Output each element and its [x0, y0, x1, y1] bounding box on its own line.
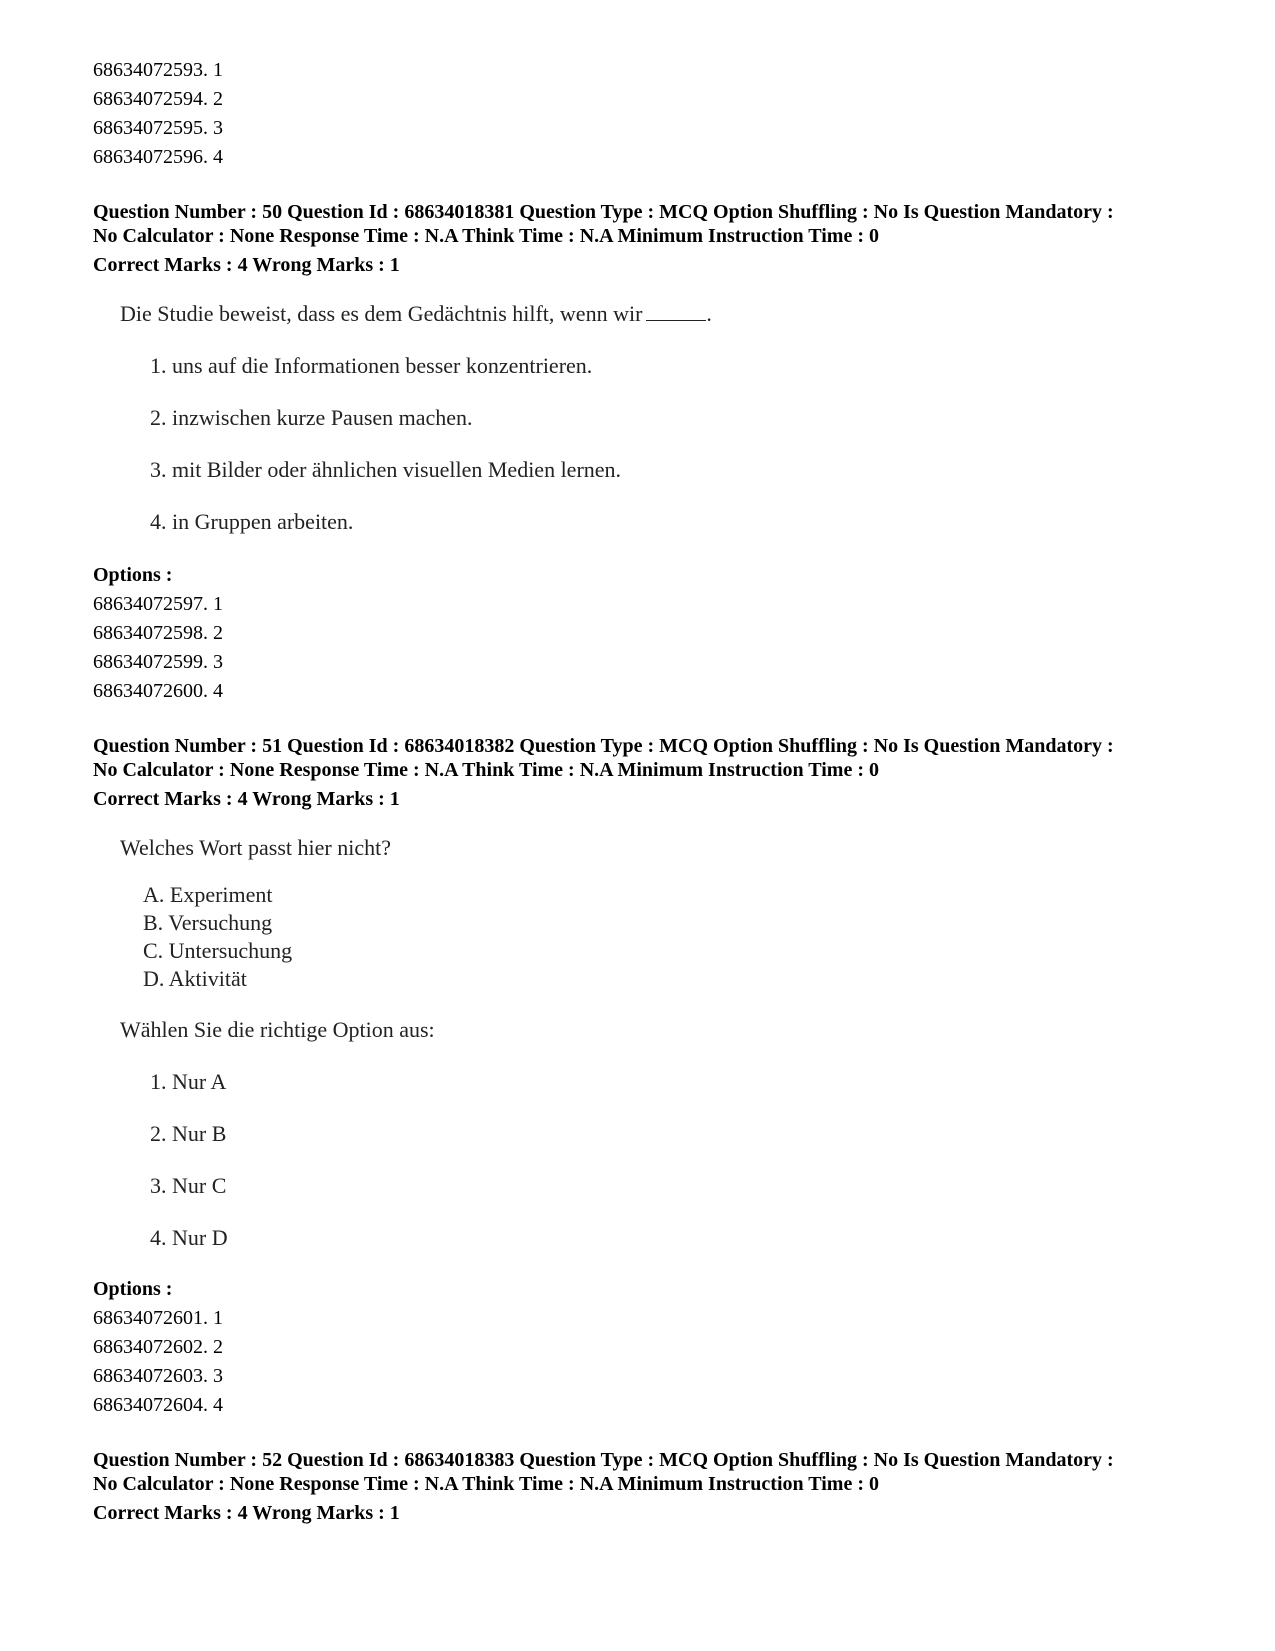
question-body [93, 833, 1213, 1253]
question-52 [93, 1448, 1213, 1525]
option-id: 68634072594. 2 [93, 88, 223, 110]
question-body [93, 299, 1213, 537]
question-meta-line1: Question Number : 50 Question Id : 68634018381 Question Type : MCQ Option Shuffling : No Is Question Mandatory : [93, 201, 1114, 223]
answer-choice: 2. Nur B [150, 1121, 227, 1146]
option-id: 68634072604. 4 [93, 1394, 223, 1416]
question-51 [93, 734, 1213, 1420]
instruction-text: Wählen Sie die richtige Option aus: [120, 1017, 435, 1042]
word-item: B. Versuchung [143, 910, 273, 935]
option-id: 68634072602. 2 [93, 1336, 223, 1358]
question-meta-line2: No Calculator : None Response Time : N.A Think Time : N.A Minimum Instruction Time : 0 [93, 1473, 879, 1495]
answer-choice: 1. uns auf die Informationen besser konzentrieren. [150, 353, 593, 378]
word-item: C. Untersuchung [143, 938, 293, 963]
question-meta-line2: No Calculator : None Response Time : N.A Think Time : N.A Minimum Instruction Time : 0 [93, 225, 879, 247]
answer-choice: 3. Nur C [150, 1173, 227, 1198]
word-item: D. Aktivität [143, 966, 247, 991]
question-meta-line1: Question Number : 52 Question Id : 68634018383 Question Type : MCQ Option Shuffling : No Is Question Mandatory : [93, 1449, 1114, 1471]
question-stem-end: . [706, 301, 712, 326]
answer-choice: 1. Nur A [150, 1069, 227, 1094]
options-label: Options : [93, 1278, 173, 1300]
document-page [93, 56, 1213, 1525]
question-marks: Correct Marks : 4 Wrong Marks : 1 [93, 254, 400, 276]
option-id: 68634072596. 4 [93, 146, 223, 168]
option-id: 68634072597. 1 [93, 593, 223, 615]
option-id: 68634072600. 4 [93, 680, 223, 702]
options-list [93, 1304, 1213, 1420]
question-text [120, 299, 1213, 329]
question-meta-line2: No Calculator : None Response Time : N.A Think Time : N.A Minimum Instruction Time : 0 [93, 759, 879, 781]
options-list [93, 590, 1213, 706]
answer-choice: 4. in Gruppen arbeiten. [150, 509, 354, 534]
option-id: 68634072593. 1 [93, 59, 223, 81]
previous-options-list [93, 56, 1213, 172]
word-item: A. Experiment [143, 882, 273, 907]
answer-choice: 2. inzwischen kurze Pausen machen. [150, 405, 473, 430]
word-list [120, 881, 1213, 993]
question-text: Welches Wort passt hier nicht? [120, 835, 391, 860]
question-marks: Correct Marks : 4 Wrong Marks : 1 [93, 788, 400, 810]
option-id: 68634072603. 3 [93, 1365, 223, 1387]
option-id: 68634072601. 1 [93, 1307, 223, 1329]
question-marks: Correct Marks : 4 Wrong Marks : 1 [93, 1502, 400, 1524]
question-meta-line1: Question Number : 51 Question Id : 68634018382 Question Type : MCQ Option Shuffling : No Is Question Mandatory : [93, 735, 1114, 757]
question-stem: Die Studie beweist, dass es dem Gedächtnis hilft, wenn wir [120, 301, 643, 326]
options-label: Options : [93, 564, 173, 586]
answer-choice: 3. mit Bilder oder ähnlichen visuellen Medien lernen. [150, 457, 622, 482]
option-id: 68634072599. 3 [93, 651, 223, 673]
option-id: 68634072598. 2 [93, 622, 223, 644]
option-id: 68634072595. 3 [93, 117, 223, 139]
answer-choice: 4. Nur D [150, 1225, 228, 1250]
answer-blank [646, 302, 706, 321]
question-50 [93, 200, 1213, 706]
